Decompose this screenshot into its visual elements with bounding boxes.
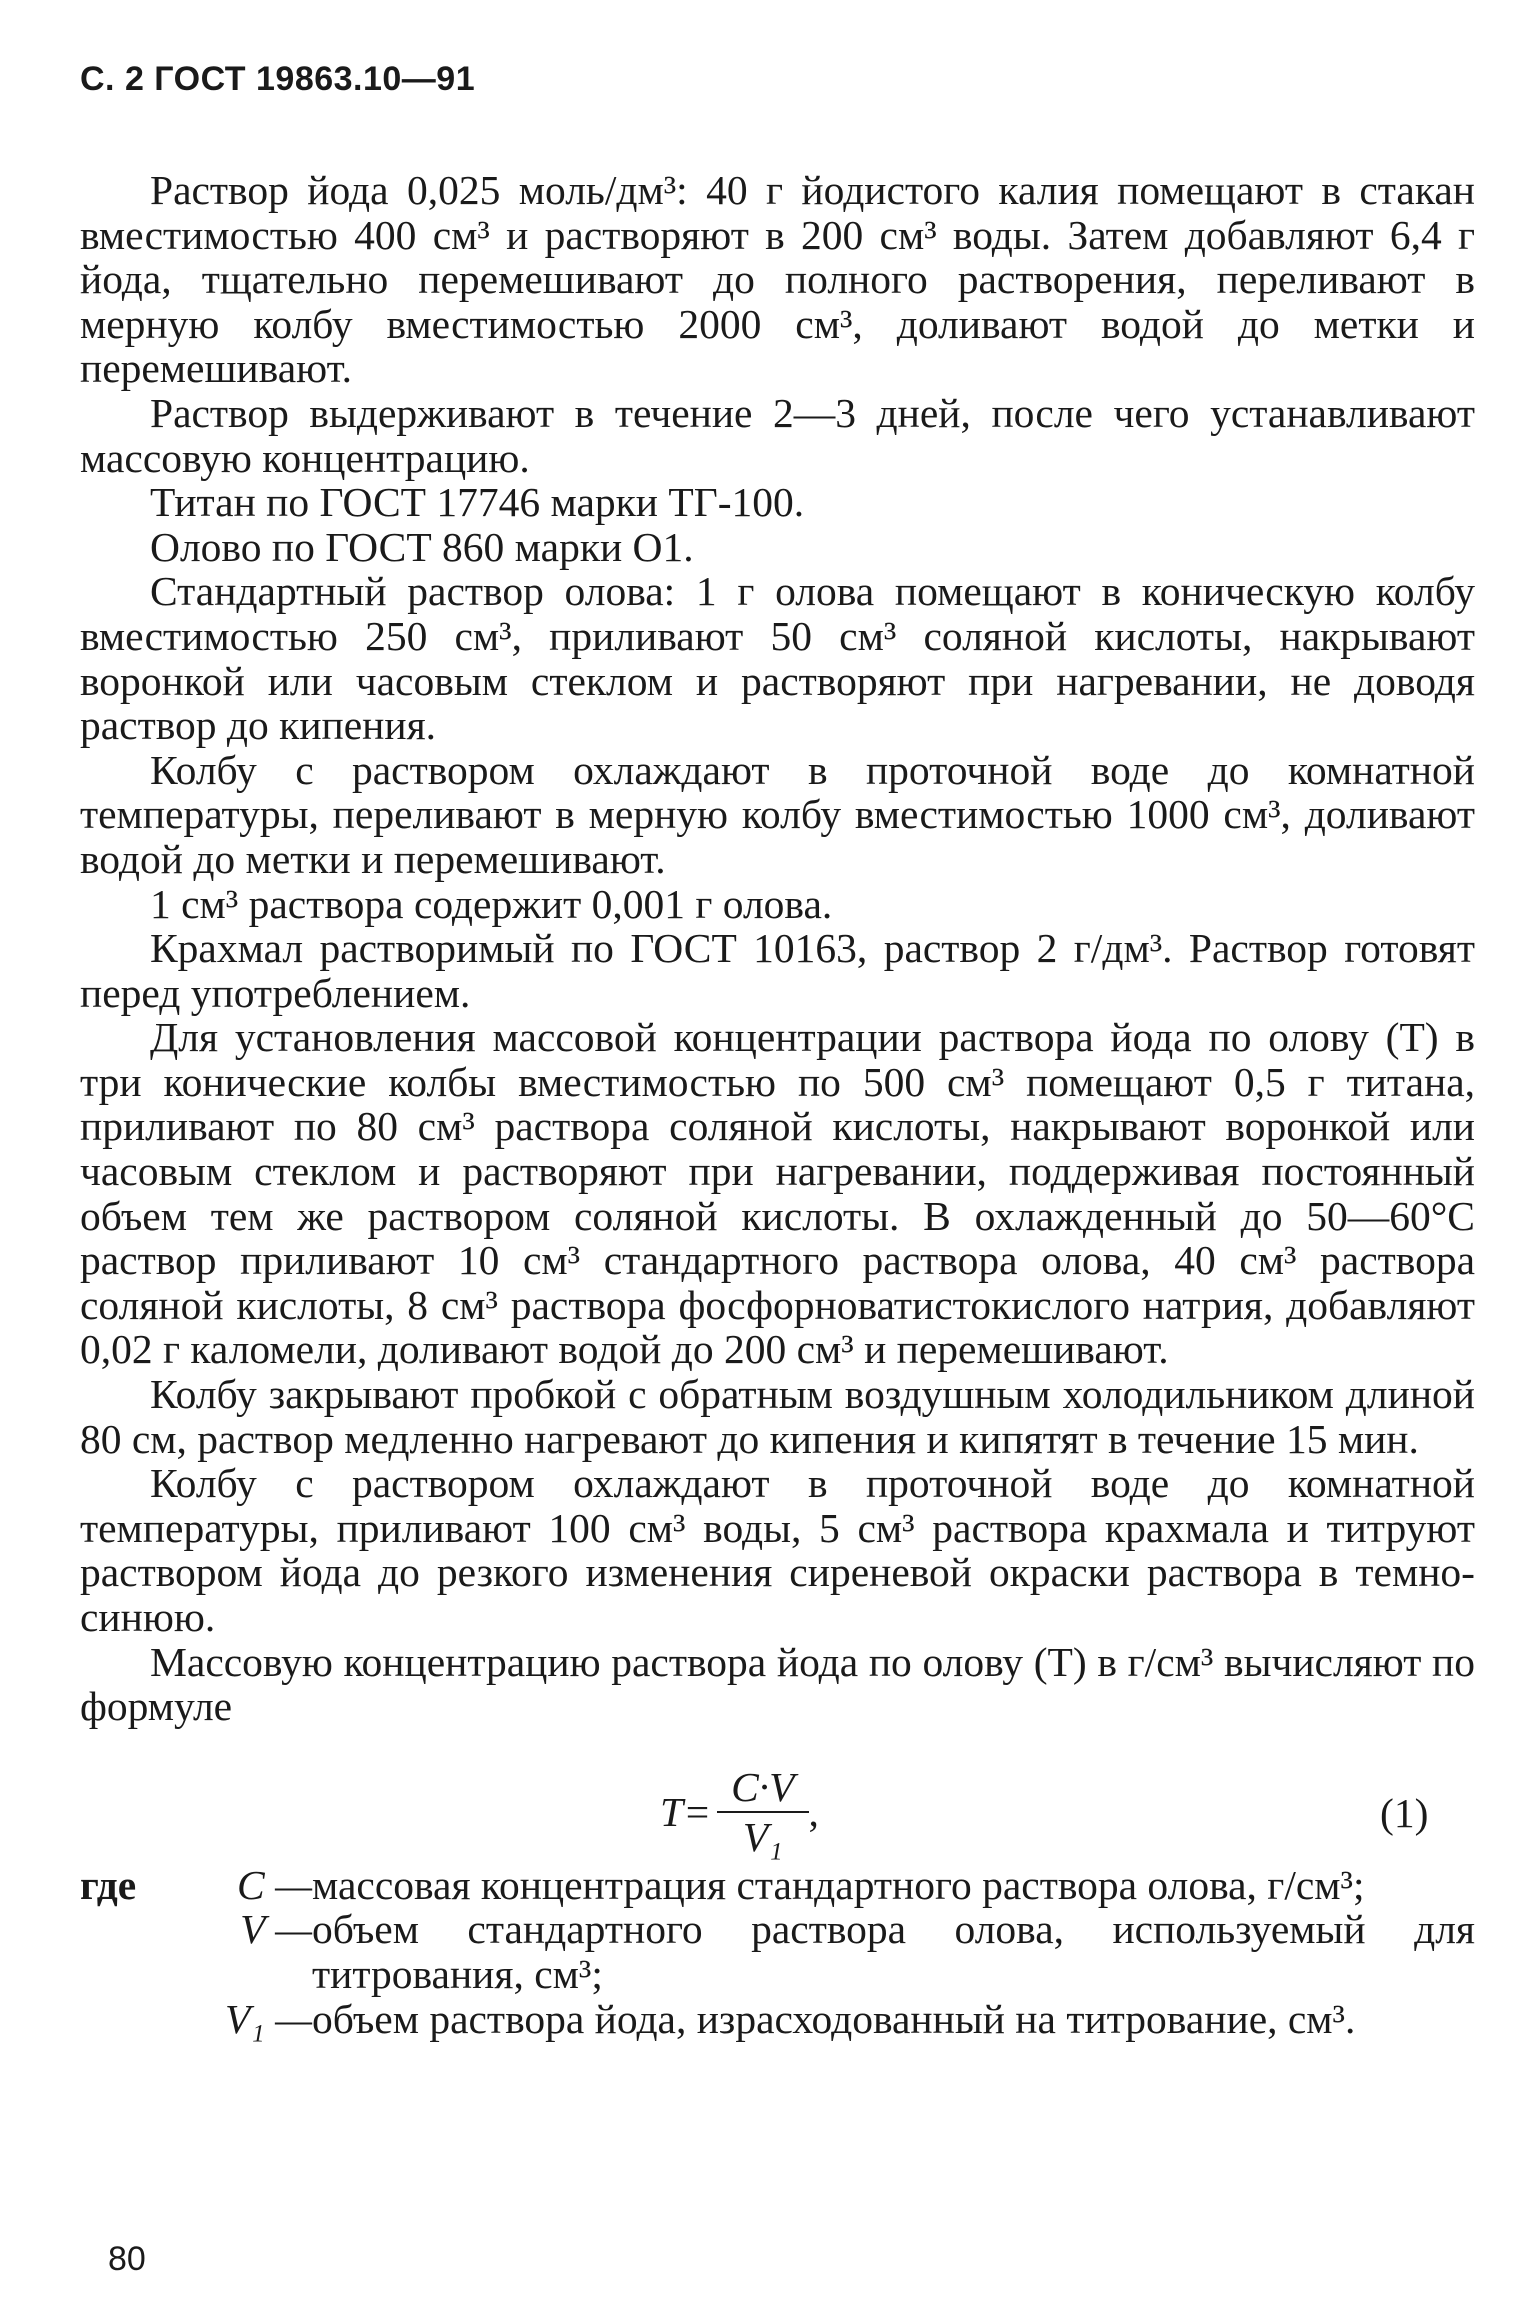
page-header: С. 2 ГОСТ 19863.10—91 xyxy=(80,60,476,98)
definition-symbol: C — xyxy=(237,1861,312,1908)
definitions-prefix: где xyxy=(80,1861,137,1908)
definition-symbol: V — xyxy=(240,1906,312,1953)
paragraph-iodine-solution: Раствор йода 0,025 моль/дм³: 40 г йодистого калия помещают в стакан вместимостью 400 см³ и растворяют в 200 см³ воды. Затем добавляют 6,4 г йода, тщательно перемешивают до полного растворения, переливают в мерную колбу вместимостью 2000 см³, доливают водой до метки и перемешивают. xyxy=(80,167,1475,392)
paragraph-tin: Олово по ГОСТ 860 марки О1. xyxy=(150,523,694,570)
formula xyxy=(660,1765,819,1860)
definitions-prefix-spacer xyxy=(80,1997,172,2042)
formula-denominator: V₁ xyxy=(742,1814,783,1861)
document-body xyxy=(80,168,1475,2041)
paragraph-titration: Колбу с раствором охлаждают в проточной воде до комнатной температуры, приливают 100 см³ воды, 5 см³ раствора крахмала и титруют раствором йода до резкого изменения сиреневой окраски раствора в темно-синюю. xyxy=(80,1460,1475,1640)
formula-lhs: T= xyxy=(660,1789,712,1836)
definition-row xyxy=(80,1997,1475,2042)
formula-fraction xyxy=(717,1765,808,1860)
variable-definitions xyxy=(80,1863,1475,2041)
definition-text: объем раствора йода, израсходованный на титрование, см³. xyxy=(312,1995,1356,2042)
formula-trailing-comma: , xyxy=(808,1789,819,1836)
definition-symbol: V₁ — xyxy=(224,1995,312,2042)
definition-text: массовая концентрация стандартного раствора олова, г/см³; xyxy=(312,1861,1365,1908)
paragraph-starch: Крахмал растворимый по ГОСТ 10163, раствор 2 г/дм³. Раствор готовят перед употреблением. xyxy=(80,925,1475,1016)
definitions-prefix-spacer xyxy=(80,1907,172,1996)
paragraph-cooling: Колбу с раствором охлаждают в проточной воде до комнатной температуры, переливают в мерную колбу вместимостью 1000 см³, доливают водой до метки и перемешивают. xyxy=(80,746,1475,882)
paragraph-formula-intro: Массовую концентрацию раствора йода по олову (T) в г/см³ вычисляют по формуле xyxy=(80,1638,1475,1730)
formula-numerator: C·V xyxy=(717,1765,808,1814)
definition-row xyxy=(80,1907,1475,1996)
paragraph-aging: Раствор выдерживают в течение 2—3 дней, после чего устанавливают массовую концентрацию. xyxy=(80,389,1475,481)
paragraph-standard-tin-solution: Стандартный раствор олова: 1 г олова помещают в коническую колбу вместимостью 250 см³, приливают 50 см³ соляной кислоты, накрывают воронкой или часовым стеклом и растворяют при нагревании, не доводя раствор до кипения. xyxy=(80,568,1475,749)
paragraph-flask-heating: Колбу закрывают пробкой с обратным воздушным холодильником длиной 80 см, раствор медленно нагревают до кипения и кипятят в течение 15 мин. xyxy=(80,1371,1475,1462)
formula-block xyxy=(80,1751,1475,1859)
equation-number: (1) xyxy=(1380,1789,1429,1836)
definition-text: объем стандартного раствора олова, используемый для титрования, см³; xyxy=(312,1906,1475,1997)
page-number: 80 xyxy=(108,2240,146,2278)
definition-row xyxy=(80,1863,1475,1908)
paragraph-titanium: Титан по ГОСТ 17746 марки ТГ-100. xyxy=(150,479,805,526)
paragraph-concentration-procedure: Для установления массовой концентрации раствора йода по олову (T) в три конические колбы вместимостью по 500 см³ помещают 0,5 г титана, приливают по 80 см³ раствора соляной кислоты, накрывают воронкой или часовым стеклом и растворяют при нагревании, поддерживая постоянный объем тем же раствором соляной кислоты. В охлажденный до 50—60°С раствор приливают 10 см³ стандартного раствора олова, 40 см³ раствора соляной кислоты, 8 см³ раствора фосфорноватистокислого натрия, добавляют 0,02 г каломели, доливают водой до 200 см³ и перемешивают. xyxy=(80,1014,1475,1373)
paragraph-tin-content: 1 см³ раствора содержит 0,001 г олова. xyxy=(150,880,833,927)
